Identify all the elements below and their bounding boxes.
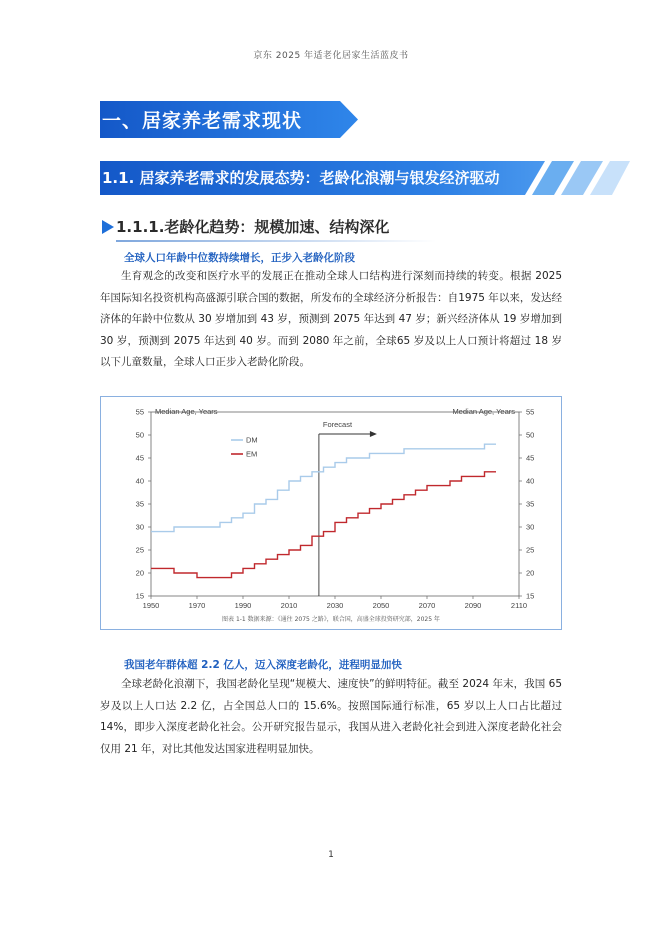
y-tick-label-left: 45 bbox=[135, 453, 144, 463]
paragraph-line: 进入深度老龄化社会仅用 21 年，对比其他发达国家进程明显加快。 bbox=[100, 721, 562, 755]
y-tick-label-left: 25 bbox=[135, 545, 144, 555]
y-tick-label-left: 20 bbox=[135, 568, 144, 578]
figure-caption: 图表 1-1 数据来源：《通往 2075 之路》，联合国，高盛全球投资研究部，2025 年 bbox=[222, 616, 440, 623]
x-tick-label: 1990 bbox=[234, 601, 252, 610]
paragraph-line: 新兴经济体从 19 岁增加到 30 岁，预测到 2075 年达到 40 岁。而到 2080 年之前，全球 bbox=[100, 313, 562, 347]
running-header: 京东 2025 年适老化居家生活蓝皮书 bbox=[253, 51, 409, 61]
y-tick-label-left: 40 bbox=[135, 476, 144, 486]
block2-heading: 我国老年群体超 2.2 亿人，迈入深度老龄化，进程明显加快 bbox=[124, 659, 402, 671]
x-tick-label: 2070 bbox=[418, 601, 436, 610]
section-banner bbox=[100, 161, 630, 195]
paragraph-line: 生育观念的改变和医疗水平的发展正在推动全球人口结构进行深刻而持续的转变。根 bbox=[121, 270, 521, 282]
y-tick-label-right: 40 bbox=[526, 476, 535, 486]
chapter-banner bbox=[100, 101, 358, 138]
y-tick-label-right: 45 bbox=[526, 453, 535, 463]
chapter-title: 一、居家养老需求现状 bbox=[102, 110, 303, 132]
paragraph-line: 我国 65 岁及以上人口达 2.2 亿，占全国总人口的 15.6%。按照国际通行标准，65 岁以上 bbox=[100, 678, 563, 712]
y-tick-label-right: 35 bbox=[526, 499, 535, 509]
x-tick-label: 2050 bbox=[372, 601, 390, 610]
series-line-dm bbox=[151, 444, 496, 531]
x-tick-label: 1950 bbox=[142, 601, 160, 610]
paragraph-line: 65 岁及以上人口预计将超过 18 岁以下儿童数量，全球人口正步入老龄化阶段。 bbox=[100, 334, 563, 368]
y-tick-label-right: 30 bbox=[526, 522, 535, 532]
x-tick-label: 2030 bbox=[326, 601, 344, 610]
triangle-bullet-icon bbox=[102, 220, 114, 234]
page-number: 1 bbox=[328, 850, 334, 860]
paragraph-line: 人口占比超过 14%，即步入深度老龄化社会。公开研究报告显示，我国从进入老龄化社会到 bbox=[100, 699, 563, 733]
block1-paragraph bbox=[100, 266, 562, 374]
y-tick-label-left: 55 bbox=[135, 407, 144, 417]
y-axis-label-right: Median Age, Years bbox=[452, 407, 515, 416]
y-tick-label-left: 15 bbox=[135, 591, 144, 601]
plot-frame bbox=[151, 412, 519, 596]
y-tick-label-left: 30 bbox=[135, 522, 144, 532]
y-axis-label-left: Median Age, Years bbox=[155, 407, 218, 416]
y-tick-label-left: 35 bbox=[135, 499, 144, 509]
y-tick-label-right: 50 bbox=[526, 430, 535, 440]
paragraph-line: 据 2025 年国际知名投资机构高盛源引联合国的数据，所发布的全球经济分析报告：自 bbox=[100, 270, 563, 304]
x-tick-label: 2010 bbox=[280, 601, 298, 610]
legend-label-em: EM bbox=[246, 449, 258, 459]
x-tick-label: 2090 bbox=[464, 601, 482, 610]
median-age-chart bbox=[101, 397, 561, 629]
figure-box bbox=[100, 396, 562, 630]
y-tick-label-right: 15 bbox=[526, 591, 535, 601]
subsection-rule bbox=[116, 240, 436, 242]
y-tick-label-right: 25 bbox=[526, 545, 535, 555]
legend-label-dm: DM bbox=[246, 435, 258, 445]
y-tick-label-left: 50 bbox=[135, 430, 144, 440]
subsection-title: 1.1.1.老龄化趋势：规模加速、结构深化 bbox=[116, 218, 390, 236]
block2-paragraph bbox=[100, 674, 562, 760]
y-tick-label-right: 55 bbox=[526, 407, 535, 417]
y-tick-label-right: 20 bbox=[526, 568, 535, 578]
forecast-arrow-icon bbox=[370, 431, 377, 437]
subsection-heading bbox=[100, 216, 440, 246]
forecast-label: Forecast bbox=[322, 420, 353, 429]
x-tick-label: 2110 bbox=[510, 601, 528, 610]
section-title: 1.1. 居家养老需求的发展态势：老龄化浪潮与银发经济驱动 bbox=[102, 169, 500, 187]
paragraph-line: 1975 年以来，发达经济体的年龄中位数从 30 岁增加到 43 岁，预测到 2075 年达到 47 岁； bbox=[100, 291, 563, 325]
paragraph-line: 全球老龄化浪潮下，我国老龄化呈现“规模大、速度快”的鲜明特征。截至 2024 年末， bbox=[121, 678, 525, 690]
series-line-em bbox=[151, 472, 496, 578]
x-tick-label: 1970 bbox=[188, 601, 206, 610]
block1-heading: 全球人口年龄中位数持续增长，正步入老龄化阶段 bbox=[124, 252, 355, 264]
